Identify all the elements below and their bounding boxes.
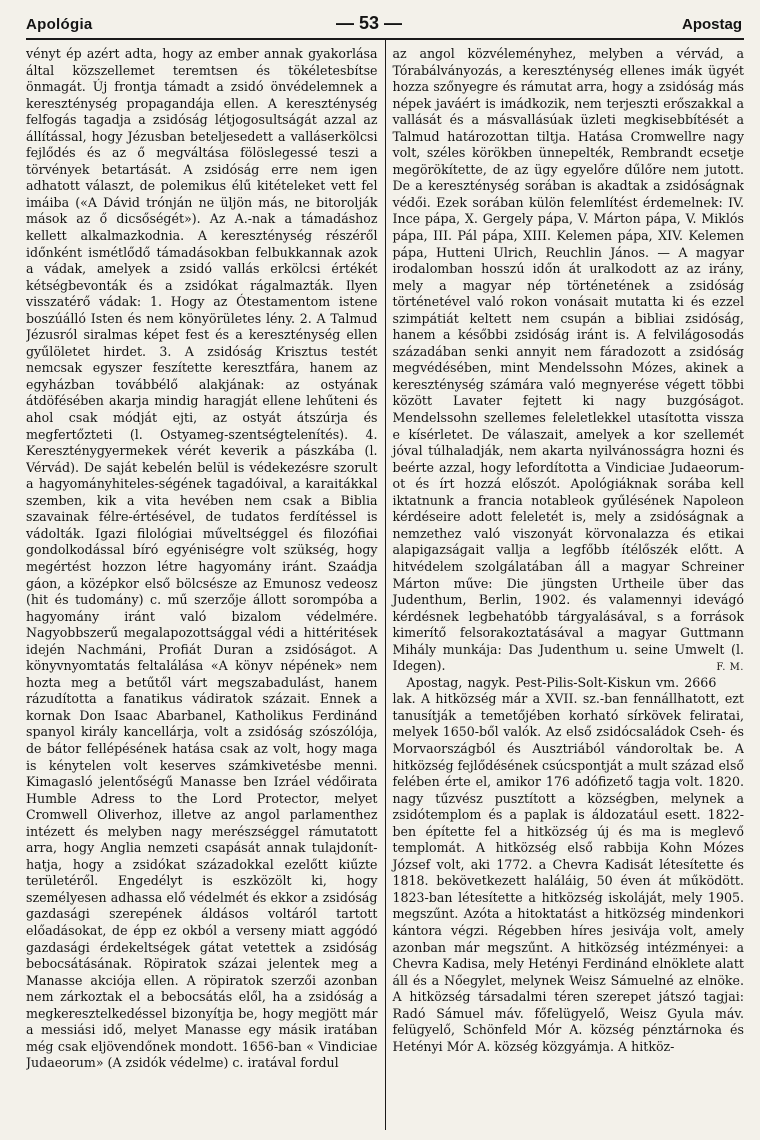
right-column [385,46,744,1134]
text-columns [26,46,744,1136]
left-paragraph: vényt ép azért adta, hogy az ember annak gyakorlása által közszellemet teremtsen és tökéletesbítse önmagát. Új frontja támadt a zsidó önvédelemnek a kereszténység propagandája ellen. A kereszténység felfogás tagadja a zsidóság létjogosultságát azzal az állítással, hogy Jézusban beteljesedett a valláserkölcsi fejlődés és az ő megváltása fölöslegessé teszi a törvények betartását. A zsidóság erre nem igen adhatott választ, de polemikus élű kitételeket vett fel imáiba («A Dávid trónján ne üljön más, ne bitorolják mások az ő dicsőségét»). Az A.-nak a támadáshoz kellett alkalmazkodnia. A kereszténység részéről időnként ismétlődő támadásokban felbukkannak azok a vádak, amelyek a zsidó vallás erkölcsi értékét kétségbevonták és a zsidókat rágalmazták. Ilyen visszatérő vádak: 1. Hogy az Ótestamentom istene boszúálló Isten és nem könyörületes lény. 2. A Talmud Jézusról siralmas képet fest és a kereszténység ellen gyűlöletet hirdet. 3. A zsidóság Krisztus testét nemcsak egyszer feszítette keresztfára, hanem az egyházban továbbélő alakjának: az ostyának átdöfésében akarja mindig haragját ellene lehűteni és ahol csak módját ejti, az ostyát átszúrja és megfertőzteti (l. Ostyameg-szentségtelenítés). 4. Kereszténygyermekek vérét keverik a pászkába (l. Vérvád). De saját kebelén belül is védekezésre szorult a hagyományhiteles-ségének tagadóival, a karaitákkal szemben, kik a vita hevében nem csak a Biblia szavainak félre-értésével, de tudatos ferdítéssel is vádolták. Igazi filológiai műveltséggel és filozófiai gondolkodással bíró egyéniségre volt szükség, hogy megértést hozzon létre hagyomány iránt. Szaádja gáon, a középkor első bölcsésze az Emunosz vedeosz (hit és tudomány) c. mű szerzője állott sorompóba a hagyomány iránt való bizalom védelmére. Nagyobbszerű megalapozottsággal védi a hittéritések idején Nachmáni, Profiát Duran a zsidóságot. A könyvnyomtatás feltalálása «A könyv népének» nem hozta meg a betűtől várt megszabadulást, hanem rázudította a fanatikus vádiratok százait. Ennek a kornak Don Isaac Abarbanel, Katholikus Ferdinánd spanyol király kancellárja, volt a zsidóság szószólója, de bátor fellépésének hatása csak az volt, hogy maga is kénytelen volt keserves számkivetésbe menni. Kimagasló jelentőségű Manasse ben Izráel védőirata Humble Adress to the Lord Protector, melyet Cromwell Oliverhoz, illetve az angol parlamenthez intézett és melyben nagy merészséggel rámutatott arra, hogy Anglia nemzeti csapását annak tulajdonít-hatja, hogy a zsidókat századokkal ezelőtt kiűzte területéről. Engedélyt is eszközölt ki, hogy személyesen adhassa elő védelmét és ekkor a zsidóság gazdasági szerepének áldásos voltáról tartott előadásokat, de épp ez okból a verseny miatt aggódó gazdasági érdekeltségek gátat vetettek a zsidóság bebocsátásának. Röpiratok százai jelentek meg a Manasse akciója ellen. A röpiratok szerzői azonban nem zárkoztak el a bebocsátás elől, ha a zsidóság a megkeresztelkedéssel bizonyítja be, hogy megjött már a messiási idő, melyet Manasse egy másik iratában még csak eljövendőnek mondott. 1656-ban « Vindiciae Judaeorum» (A zsidók védelme) c. iratával fordul [26,46,378,1071]
apologia-continuation: az angol közvéleményhez, melyben a vérvád, a Tórabálványozás, a kereszténység ellenes imák ügyét hozza szőnyegre és rámutat arra, hogy a zsidóság más népek javáért is imádkozik, nem terjeszti erőszakkal a vallását és a másvallásúak üzleti megkisebbítését a Talmud határozottan tiltja. Hatása Cromwellre nagy volt, széles körökben ünnepelték, Rembrandt ecsetje megörökítette, de az ügy egyelőre dűlőre nem jutott. De a kereszténység sorában is akadtak a zsidóságnak védői. Ezek sorában külön felemlítést érdemelnek: IV. Ince pápa, X. Gergely pápa, V. Márton pápa, V. Miklós pápa, III. Pál pápa, XIII. Kelemen pápa, XIV. Kelemen pápa, Hutteni Ulrich, Reuchlin János. — A magyar irodalomban hosszú időn át uralkodott az az irány, mely a magyar nép történetének a zsidóság történetével való rokon vonásait mutatta ki és ezzel szimpátiát keltett nem csupán a bibliai zsidóság, hanem a későbbi zsidóság iránt is. A felvilágosodás századában senki annyit nem fáradozott a zsidóság megvédésében, mint Mendelssohn Mózes, akinek a kereszténység számára való megnyerése végett többi között Lavater fejtett ki nagy buzgóságot. Mendelssohn szellemes feleletlekkel utasította vissza e kísérletet. De válaszait, amelyek a kor szellemét jóval túlhaladják, nem akarta nyilvánosságra hozni és beérte azzal, hogy lefordította a Vindiciae Judaeorum-ot és írt hozzá előszót. Apológiáknak sorába kell iktatnunk a francia notableok gyűlésének Napoleon kérdéseire adott feleletét is, mely a zsidóságnak a nemzethez való viszonyát körvonalazza és etikai alapigazságait vallja a legfőbb ítélőszék előtt. A hitvédelem szolgálatában áll a magyar Schreiner Márton műve: Die jüngsten Urtheile über das Judenthum, Berlin, 1902. és valamennyi idevágó kérdésnek legbehatóbb tárgyalásával, s a források kimerítő felsorakoztatásával a magyar Guttmann Mihály munkája: Das Judenthum u. seine Umwelt (l. Idegen). [392,46,744,674]
page-header [26,12,744,40]
left-column [26,46,385,1134]
entry-apostag: Apostag, nagyk. Pest-Pilis-Solt-Kiskun vm. 2666 lak. A hitközség már a XVII. sz.-ban fennállhatott, ezt tanusítják a temetőjében korható sírkövek feliratai, melyek 1650-ből valók. Az első zsidócsaládok Cseh- és Morvaországból és Ausztriából vándoroltak be. A hitközség fejlődésének csúcspontját a mult század első felében érte el, amikor 176 adófizető tagja volt. 1820. nagy tűzvész pusztított a községben, melynek a zsidótemplom és a paplak is áldozatául esett. 1822-ben építette fel a hitközség új és ma is meglevő templomát. A hitközség első rabbija Kohn Mózes József volt, aki 1772. a Chevra Kadisát létesítette és 1818. bekövetkezett haláláig, 50 éven át működött. 1823-ban létesítette a hitközség iskoláját, mely 1905. megszűnt. Azóta a hitoktatást a hitközség mindenkori kántora végzi. Régebben híres jesivája volt, amely azonban már megszűnt. A hitközség intézményei: a Chevra Kadisa, mely Hetényi Ferdinánd elnöklete alatt áll és a Nőegylet, melynek Weisz Sámuelné az elnöke. A hitközség társadalmi téren szerepet játszó tagjai: Radó Sámuel máv. főfelügyelő, Weisz Gyula máv. felügyelő, Schönfeld Mór A. község pénztárnoka és Hetényi Mór A. község közgyámja. A hitköz- [392,674,744,1054]
running-head-left: Apológia [26,16,93,33]
running-head-right: Apostag [682,16,742,33]
page-number: — 53 — [336,13,403,33]
author-signature: F. M. [716,662,744,674]
right-paragraph-apologia [392,46,744,675]
